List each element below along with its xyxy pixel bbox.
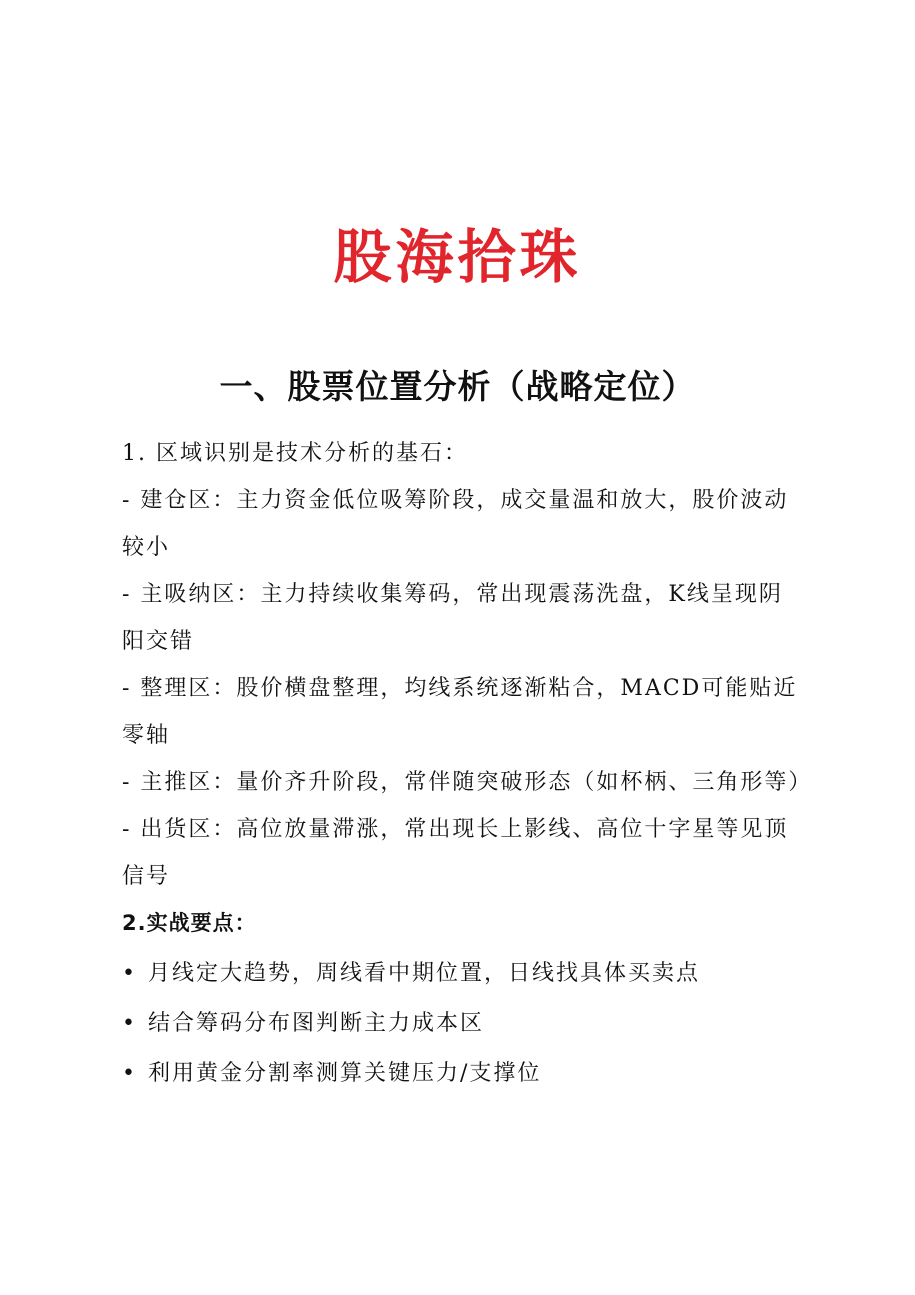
bullet-icon: • [122, 1061, 137, 1086]
document-body [122, 430, 813, 1097]
list-item [122, 1000, 802, 1047]
bullet-text: 利用黄金分割率测算关键压力/支撑位 [148, 1061, 542, 1086]
zone-item-absorption: - 主吸纳区：主力持续收集筹码，常出现震荡洗盘，K线呈现阴阳交错 [122, 582, 783, 654]
point-1-heading: 1. 区域识别是技术分析的基石： [122, 441, 468, 466]
bullet-text: 月线定大趋势，周线看中期位置，日线找具体买卖点 [148, 961, 701, 986]
zone-item-accumulation: - 建仓区：主力资金低位吸筹阶段，成交量温和放大，股价波动较小 [122, 488, 789, 560]
list-item [122, 1050, 802, 1097]
zone-item-consolidation: - 整理区：股价横盘整理，均线系统逐渐粘合，MACD可能贴近零轴 [122, 676, 798, 748]
zone-item-distribution: - 出货区：高位放量滞涨，常出现长上影线、高位十字星等见顶信号 [122, 817, 789, 889]
list-item [122, 950, 802, 997]
document-title: 股海拾珠 [333, 223, 582, 291]
point-2-heading: 2.实战要点： [122, 911, 257, 935]
bullet-icon: • [122, 961, 137, 986]
section-heading: 一、股票位置分析（战略定位） [219, 367, 696, 406]
bullet-text: 结合筹码分布图判断主力成本区 [148, 1011, 485, 1036]
zone-item-markup: - 主推区：量价齐升阶段，常伴随突破形态（如杯柄、三角形等） [122, 770, 813, 795]
bullet-icon: • [122, 1011, 137, 1036]
